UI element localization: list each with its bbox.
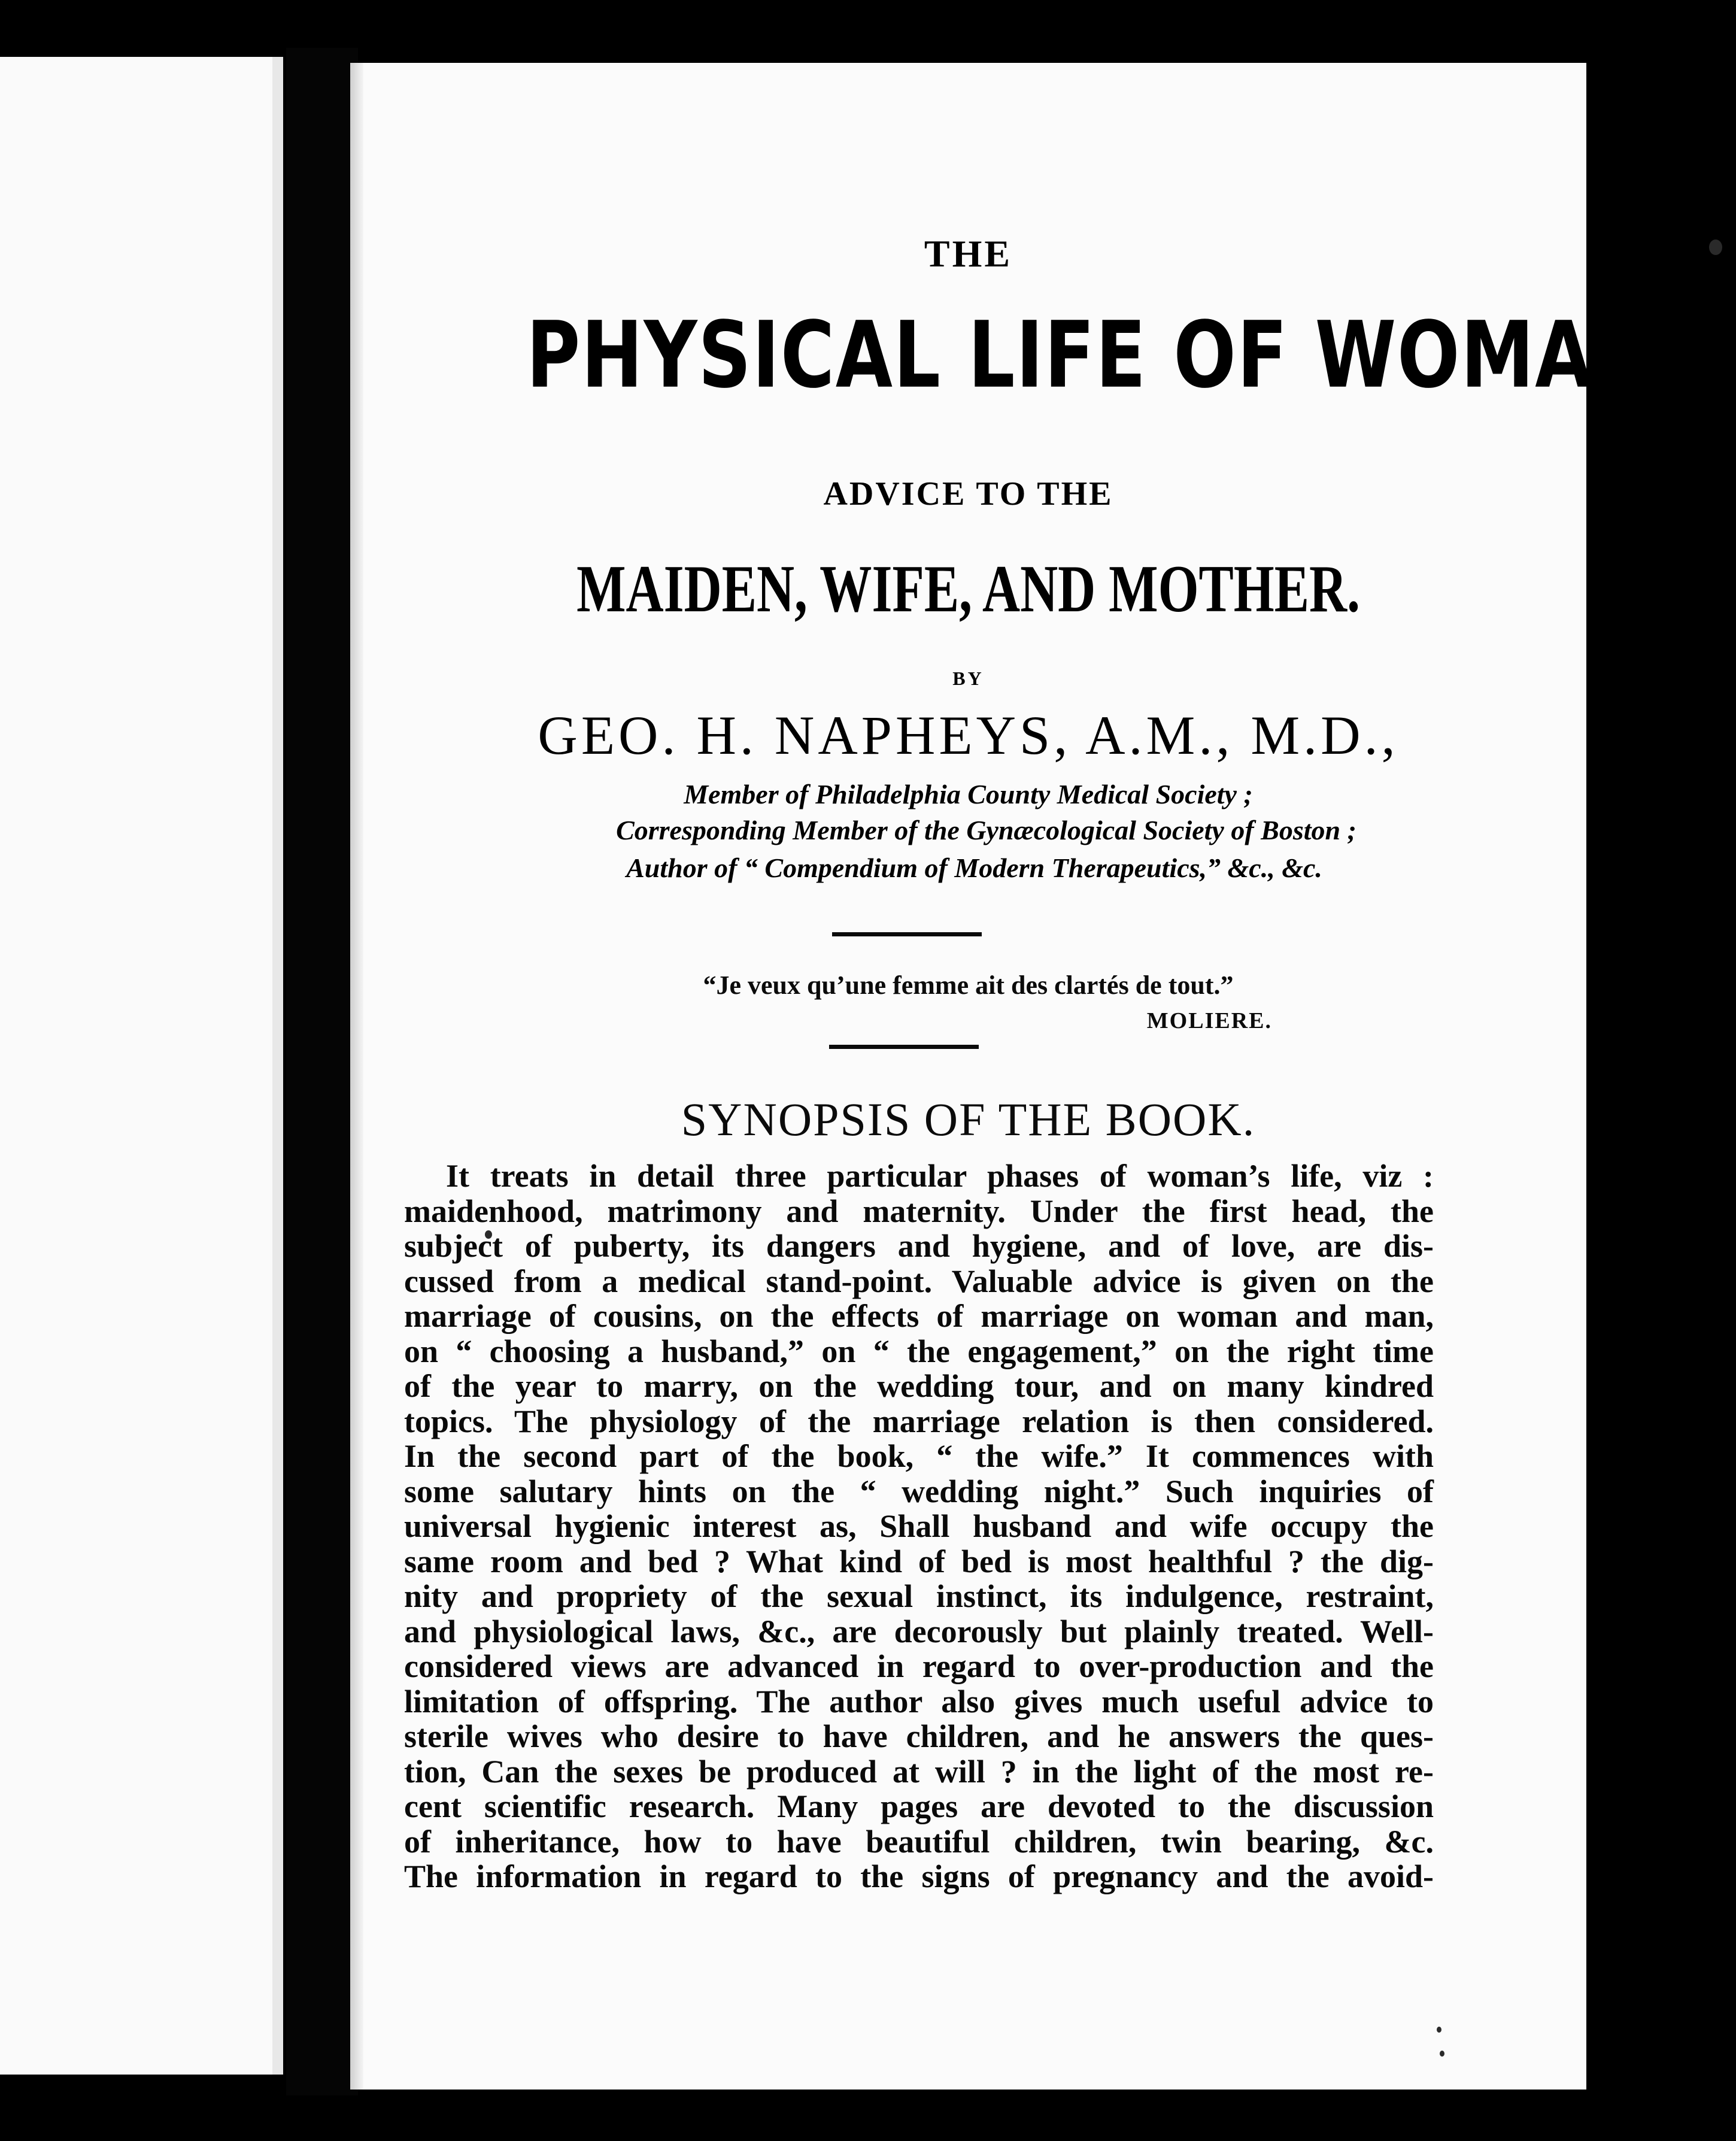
- synopsis-line: limitation of offspring. The author also gives much useful advice to: [404, 1683, 1434, 1720]
- synopsis-line: of inheritance, how to have beautiful children, twin bearing, &c.: [404, 1823, 1434, 1860]
- epigraph-author: MOLIERE.: [1146, 1008, 1272, 1033]
- title-page: [350, 63, 1656, 2090]
- author-name: GEO. H. NAPHEYS, A.M., M.D.,: [538, 705, 1399, 766]
- synopsis-line: cussed from a medical stand-point. Valuable advice is given on the: [404, 1263, 1434, 1299]
- credential-line: Member of Philadelphia County Medical Society ;: [684, 779, 1253, 809]
- synopsis-line: same room and bed ? What kind of bed is most healthful ? the dig-: [404, 1543, 1434, 1579]
- advice-line: ADVICE TO THE: [823, 475, 1113, 512]
- main-title: PHYSICAL LIFE OF WOMAN: [526, 302, 1656, 409]
- synopsis-line: of the year to marry, on the wedding tour, and on many kindred: [404, 1368, 1434, 1404]
- synopsis-heading: SYNOPSIS OF THE BOOK.: [681, 1093, 1256, 1145]
- synopsis-line: on “ choosing a husband,” on “ the engagement,” on the right time: [404, 1333, 1434, 1369]
- divider-rule: [832, 932, 982, 936]
- synopsis-line: some salutary hints on the “ wedding night.” Such inquiries of: [404, 1473, 1434, 1509]
- title-the: THE: [924, 232, 1013, 275]
- left-page-edge: [272, 57, 283, 2075]
- scan-speck: [1709, 239, 1722, 255]
- page-speck: [1440, 2051, 1444, 2057]
- left-page: [0, 57, 283, 2075]
- synopsis-line: cent scientific research. Many pages are devoted to the discussion: [404, 1788, 1434, 1824]
- synopsis-line: and physiological laws, &c., are decorously but plainly treated. Well-: [404, 1613, 1434, 1649]
- page-speck: [1437, 2027, 1441, 2033]
- page-edge-shadow: [350, 63, 363, 2090]
- synopsis-line: maidenhood, matrimony and maternity. Under the first head, the: [404, 1193, 1434, 1229]
- credential-line: Corresponding Member of the Gynæcological Society of Boston ;: [616, 815, 1356, 845]
- synopsis-line: universal hygienic interest as, Shall husband and wife occupy the: [404, 1508, 1434, 1544]
- synopsis-line: nity and propriety of the sexual instinct, its indulgence, restraint,: [404, 1578, 1434, 1614]
- synopsis-line: marriage of cousins, on the effects of marriage on woman and man,: [404, 1298, 1434, 1334]
- epigraph: “Je veux qu’une femme ait des clartés de tout.”: [703, 971, 1234, 1000]
- synopsis-line: considered views are advanced in regard to over-production and the: [404, 1648, 1434, 1684]
- synopsis-line: The information in regard to the signs of pregnancy and the avoid-: [404, 1858, 1434, 1894]
- by-line: BY: [952, 668, 984, 689]
- synopsis-line: subject of puberty, its dangers and hygiene, and of love, are dis-: [404, 1228, 1434, 1264]
- credential-line: Author of “ Compendium of Modern Therapeutics,” &c., &c.: [626, 853, 1322, 883]
- synopsis-line: It treats in detail three particular phases of woman’s life, viz :: [446, 1158, 1434, 1194]
- book-gutter: [286, 48, 358, 2095]
- subtitle: MAIDEN, WIFE, AND MOTHER.: [576, 552, 1360, 626]
- synopsis-line: sterile wives who desire to have children, and he answers the ques-: [404, 1718, 1434, 1754]
- synopsis-body: [404, 1159, 1434, 1894]
- synopsis-line: In the second part of the book, “ the wife.” It commences with: [404, 1438, 1434, 1474]
- synopsis-line: tion, Can the sexes be produced at will ? in the light of the most re-: [404, 1753, 1434, 1790]
- divider-rule: [829, 1045, 979, 1049]
- synopsis-line: topics. The physiology of the marriage relation is then considered.: [404, 1403, 1434, 1439]
